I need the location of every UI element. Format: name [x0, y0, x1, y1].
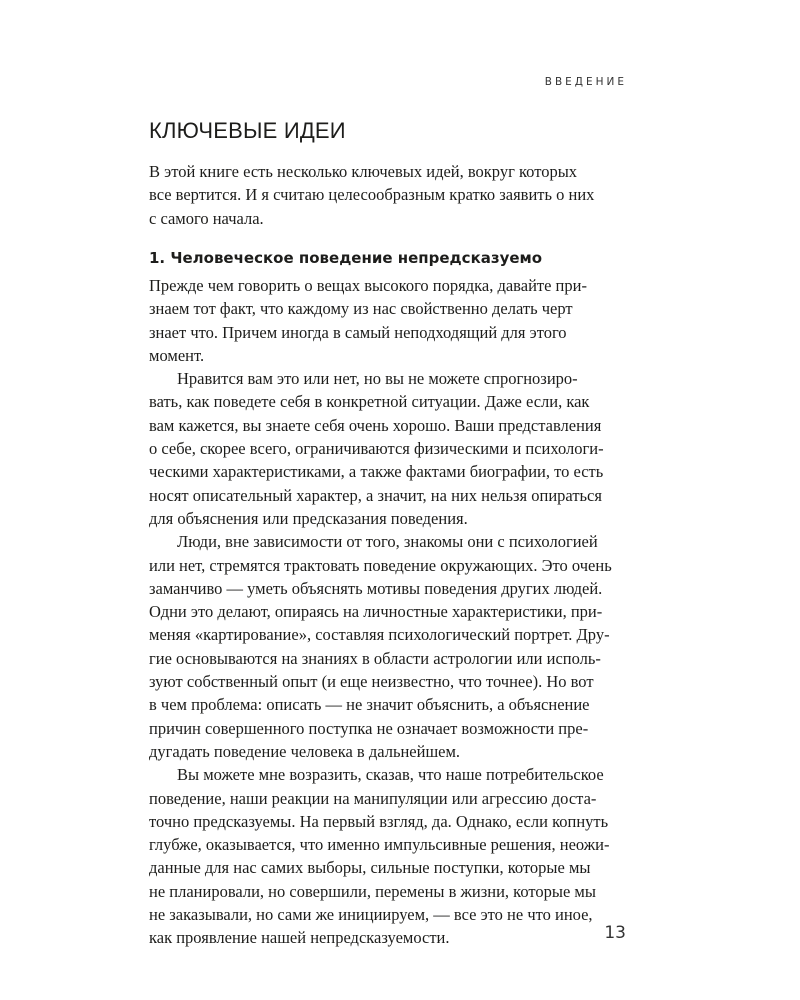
text-line: о себе, скорее всего, ограничиваются физическими и психологи- [149, 439, 604, 459]
text-line: ческими характеристиками, а также фактами биографии, то есть [149, 462, 604, 482]
text-line: меняя «картирование», составляя психологический портрет. Дру- [149, 625, 610, 645]
text-line: для объяснения или предсказания поведения. [149, 508, 468, 528]
text-line: Нравится вам это или нет, но вы не можете спрогнозиро- [177, 369, 578, 389]
text-line: причин совершенного поступка не означает возможности пре- [149, 718, 589, 738]
text-line: глубже, оказывается, что именно импульсивные решения, неожи- [149, 835, 610, 855]
text-line: Вы можете мне возразить, сказав, что наше потребительское [177, 765, 604, 785]
text-line: вать, как поведете себя в конкретной ситуации. Даже если, как [149, 392, 590, 412]
paragraph-2 [149, 367, 649, 530]
text-line: Прежде чем говорить о вещах высокого порядка, давайте при- [149, 276, 587, 295]
section-heading: 1. Человеческое поведение непредсказуемо [149, 249, 543, 267]
intro-paragraph [149, 160, 649, 230]
text-line: зуют собственный опыт (и еще неизвестно, что точнее). Но вот [149, 672, 594, 692]
text-line: поведение, наши реакции на манипуляции или агрессию доста- [149, 788, 597, 808]
section-body [149, 274, 649, 950]
text-line: вам кажется, вы знаете себя очень хорошо. Ваши представления [149, 415, 602, 435]
text-line: как проявление нашей непредсказуемости. [149, 928, 450, 948]
text-line: момент. [149, 345, 205, 365]
text-line: в чем проблема: описать — не значит объяснить, а объяснение [149, 695, 590, 715]
text-line: знаем тот факт, что каждому из нас свойственно делать черт [149, 299, 573, 319]
text-line: Люди, вне зависимости от того, знакомы они с психологией [177, 532, 598, 552]
text-line: носят описательный характер, а значит, на них нельзя опираться [149, 485, 602, 505]
paragraph-4 [149, 763, 649, 949]
page-number: 13 [604, 923, 626, 943]
chapter-title: КЛЮЧЕВЫЕ ИДЕИ [149, 118, 346, 143]
text-line: или нет, стремятся трактовать поведение окружающих. Это очень [149, 555, 612, 575]
paragraph-1 [149, 274, 649, 367]
text-line: точно предсказуемы. На первый взгляд, да. Однако, если копнуть [149, 811, 609, 831]
paragraph-3 [149, 530, 649, 763]
text-line: не заказывали, но сами же инициируем, — все это не что иное, [149, 905, 593, 925]
text-line: не планировали, но совершили, перемены в жизни, которые мы [149, 881, 596, 901]
running-head: ВВЕДЕНИЕ [544, 76, 627, 88]
text-line: заманчиво — уметь объяснять мотивы поведения других людей. [149, 578, 603, 598]
text-line: Одни это делают, опираясь на личностные характеристики, при- [149, 602, 603, 622]
text-line: с самого начала. [149, 208, 264, 228]
text-line: В этой книге есть несколько ключевых идей, вокруг которых [149, 162, 578, 181]
text-line: знает что. Причем иногда в самый неподходящий для этого [149, 322, 567, 342]
intro-text [149, 160, 649, 230]
text-line: данные для нас самих выборы, сильные поступки, которые мы [149, 858, 591, 878]
text-line: гие основываются на знаниях в области астрологии или исполь- [149, 648, 601, 668]
text-line: все вертится. И я считаю целесообразным кратко заявить о них [149, 185, 595, 205]
text-line: дугадать поведение человека в дальнейшем. [149, 741, 461, 761]
